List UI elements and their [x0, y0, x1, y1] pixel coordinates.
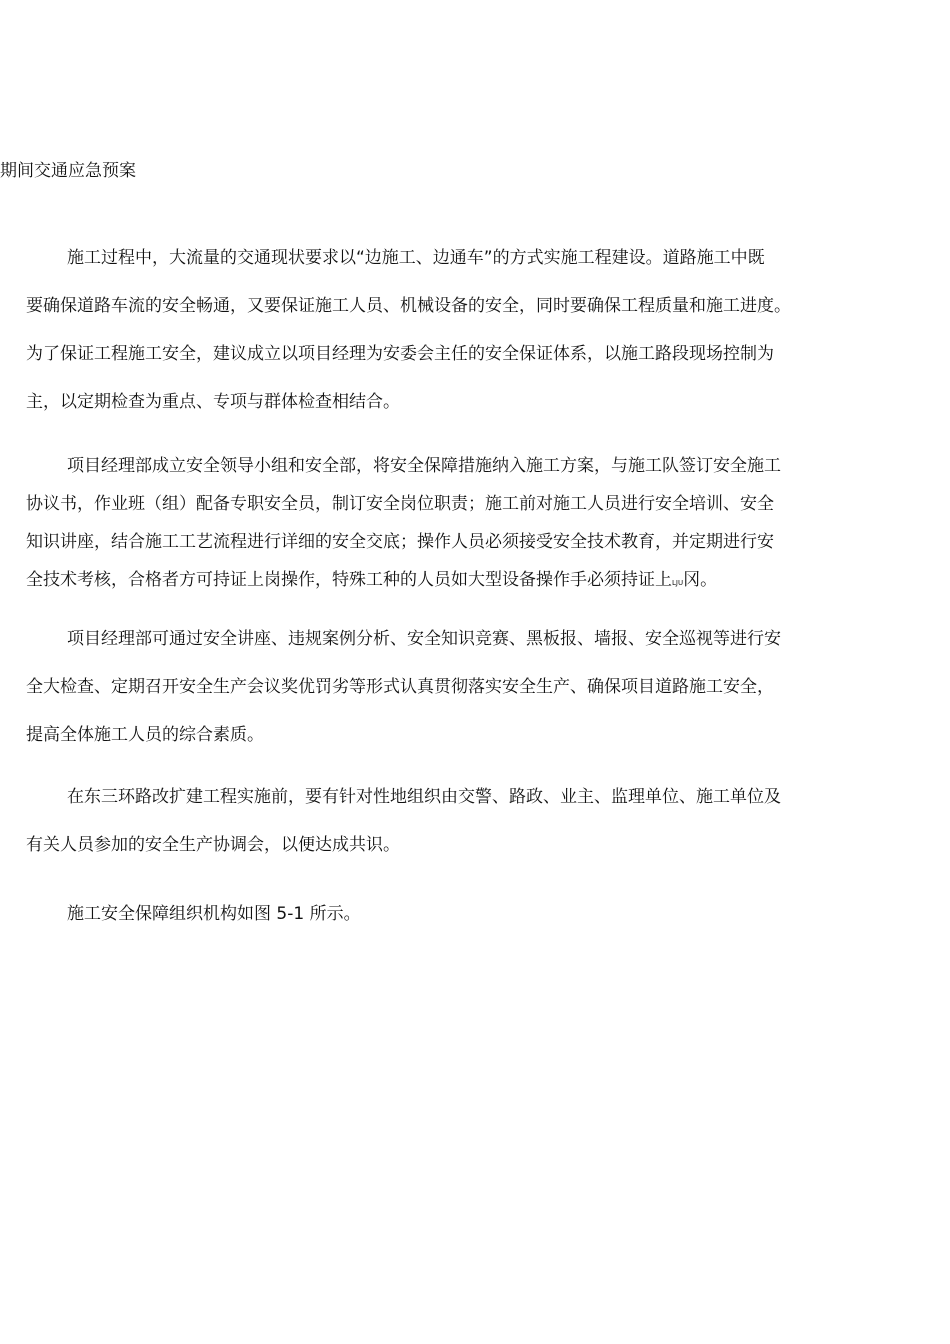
paragraph-1-line-4: 主，以定期检查为重点、专项与群体检查相结合。	[26, 392, 400, 412]
paragraph-2-line-4	[26, 567, 717, 596]
paragraph-1-line-1: 施工过程中，大流量的交通现状要求以“边施工、边通车”的方式实施工程建设。道路施工中既	[67, 248, 765, 268]
paragraph-2-line-1: 项目经理部成立安全领导小组和安全部，将安全保障措施纳入施工方案，与施工队签订安全施工	[67, 456, 781, 476]
paragraph-4-line-2: 有关人员参加的安全生产协调会，以便达成共识。	[26, 835, 400, 855]
paragraph-4-line-1: 在东三环路改扩建工程实施前，要有针对性地组织由交警、路政、业主、监理单位、施工单位及	[67, 787, 781, 807]
paragraph-3-line-2: 全大检查、定期召开安全生产会议奖优罚劣等形式认真贯彻落实安全生产、确保项目道路施工安全，	[26, 677, 774, 697]
paragraph-2-line-3: 知识讲座，结合施工工艺流程进行详细的安全交底；操作人员必须接受安全技术教育，并定期进行安	[26, 532, 774, 552]
document-title: 期间交通应急预案	[0, 161, 136, 181]
paragraph-5-line-1: 施工安全保障组织机构如图 5-1 所示。	[67, 904, 361, 924]
paragraph-1-line-3: 为了保证工程施工安全，建议成立以项目经理为安委会主任的安全保证体系，以施工路段现场控制为	[26, 344, 774, 364]
paragraph-2-line-2: 协议书，作业班（组）配备专职安全员，制订安全岗位职责；施工前对施工人员进行安全培训、安全	[26, 494, 774, 514]
paragraph-2-line-4-end: 冈。	[683, 570, 718, 590]
paragraph-2-line-4-small-mark: LJU	[672, 579, 684, 587]
paragraph-3-line-1: 项目经理部可通过安全讲座、违规案例分析、安全知识竞赛、黑板报、墙报、安全巡视等进行安	[67, 629, 781, 649]
paragraph-1-line-2: 要确保道路车流的安全畅通，又要保证施工人员、机械设备的安全，同时要确保工程质量和施工进度。	[26, 296, 791, 316]
paragraph-2-line-4-main: 全技术考核，合格者方可持证上岗操作，特殊工种的人员如大型设备操作手必须持证上	[26, 570, 672, 590]
paragraph-3-line-3: 提高全体施工人员的综合素质。	[26, 725, 264, 745]
